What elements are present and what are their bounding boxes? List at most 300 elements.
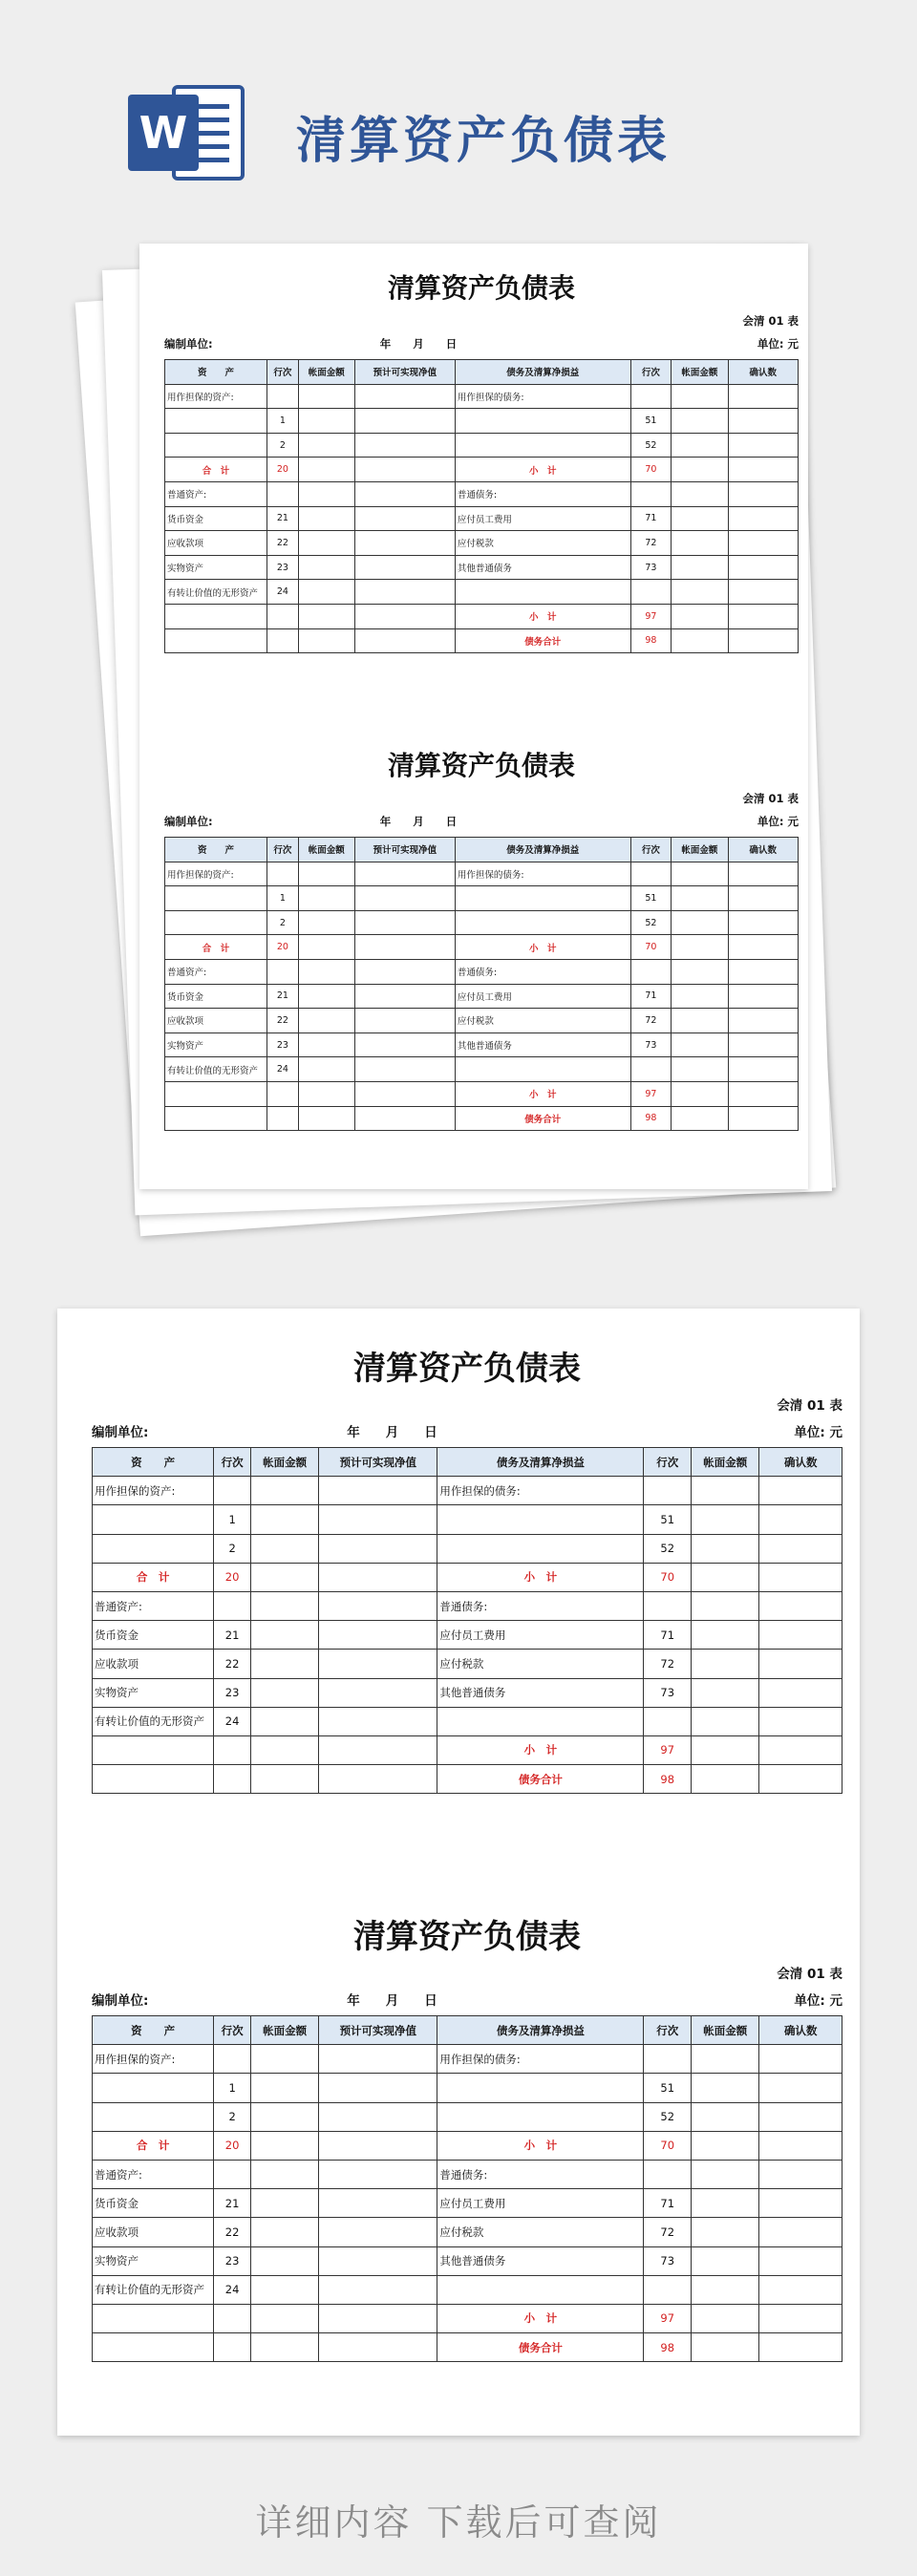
table-cell-aline: 23	[267, 555, 299, 580]
table-cell-liab: 小 计	[437, 2304, 644, 2332]
table-cell-empty	[298, 555, 354, 580]
form-info-row	[164, 336, 799, 351]
balance-sheet-form	[92, 1910, 842, 2361]
table-cell-empty	[319, 1621, 437, 1650]
table-cell-aline	[214, 1765, 251, 1794]
table-cell-aline: 20	[214, 1563, 251, 1591]
table-cell-asset: 有转让价值的无形资产	[93, 1707, 214, 1735]
table-cell-lline: 70	[644, 2131, 692, 2160]
table-cell-empty	[250, 1621, 318, 1650]
table-cell-empty	[250, 1650, 318, 1678]
column-header: 确认数	[759, 2016, 842, 2045]
table-cell-empty	[250, 2304, 318, 2332]
table-cell-liab: 用作担保的债务:	[455, 384, 630, 409]
column-header: 行次	[644, 1448, 692, 1477]
table-cell-empty	[759, 1563, 842, 1591]
table-cell-lline: 51	[644, 1505, 692, 1534]
table-row	[93, 2131, 842, 2160]
table-cell-liab: 小 计	[455, 935, 630, 960]
table-cell-empty	[319, 1477, 437, 1505]
table-cell-empty	[759, 1765, 842, 1794]
table-cell-empty	[692, 2189, 759, 2218]
table-cell-aline: 1	[267, 886, 299, 911]
table-cell-empty	[692, 1621, 759, 1650]
date-label: 年 月 日	[347, 1425, 437, 1440]
table-cell-liab: 小 计	[455, 458, 630, 482]
table-cell-empty	[759, 2102, 842, 2131]
table-cell-empty	[672, 604, 728, 628]
table-cell-liab: 应付税款	[455, 531, 630, 556]
column-header: 帐面金额	[692, 1448, 759, 1477]
form-code: 会清 01 表	[777, 1967, 842, 1982]
form-code: 会清 01 表	[742, 314, 799, 328]
table-cell-empty	[759, 1591, 842, 1620]
table-cell-liab: 普通债务:	[455, 481, 630, 506]
table-cell-lline: 71	[630, 984, 672, 1009]
table-row	[93, 2246, 842, 2275]
table-cell-lline	[630, 1057, 672, 1082]
table-row	[165, 604, 799, 628]
table-cell-empty	[728, 481, 799, 506]
table-row	[93, 2189, 842, 2218]
table-cell-asset: 实物资产	[93, 1678, 214, 1707]
table-cell-aline: 2	[214, 2102, 251, 2131]
table-cell-asset	[165, 886, 267, 911]
table-row	[165, 1009, 799, 1033]
table-cell-empty	[250, 2160, 318, 2188]
table-cell-aline	[267, 481, 299, 506]
table-cell-liab	[437, 1534, 644, 1563]
table-cell-empty	[298, 1033, 354, 1057]
table-cell-liab	[455, 433, 630, 458]
table-cell-empty	[672, 1033, 728, 1057]
table-cell-asset	[93, 2333, 214, 2362]
table-cell-empty	[759, 2304, 842, 2332]
table-cell-empty	[759, 1650, 842, 1678]
table-row	[165, 433, 799, 458]
table-cell-empty	[759, 1505, 842, 1534]
form-title: 清算资产负债表	[387, 272, 575, 304]
column-header: 帐面金额	[298, 838, 354, 862]
table-cell-empty	[728, 1009, 799, 1033]
table-cell-aline: 21	[214, 2189, 251, 2218]
balance-sheet-table	[164, 359, 799, 653]
table-cell-empty	[319, 1505, 437, 1534]
table-cell-empty	[728, 1033, 799, 1057]
table-cell-empty	[354, 984, 455, 1009]
table-cell-empty	[298, 628, 354, 653]
table-cell-empty	[759, 2189, 842, 2218]
table-cell-asset	[93, 2074, 214, 2102]
table-cell-asset	[165, 628, 267, 653]
table-cell-empty	[250, 2189, 318, 2218]
table-cell-lline	[630, 862, 672, 886]
table-cell-empty	[692, 2246, 759, 2275]
table-cell-aline: 24	[214, 2275, 251, 2304]
table-row	[93, 1505, 842, 1534]
table-row	[93, 1534, 842, 1563]
table-cell-lline: 70	[630, 935, 672, 960]
table-cell-liab: 用作担保的债务:	[437, 1477, 644, 1505]
table-cell-liab: 其他普通债务	[437, 2246, 644, 2275]
table-cell-lline: 51	[644, 2074, 692, 2102]
balance-sheet-table	[92, 2015, 842, 2362]
table-cell-asset	[165, 604, 267, 628]
form-code: 会清 01 表	[742, 792, 799, 805]
table-cell-empty	[672, 1057, 728, 1082]
table-cell-aline: 22	[214, 1650, 251, 1678]
table-cell-empty	[319, 2160, 437, 2188]
table-cell-empty	[692, 1678, 759, 1707]
table-cell-asset: 货币资金	[165, 984, 267, 1009]
table-cell-aline: 21	[267, 506, 299, 531]
table-cell-asset: 用作担保的资产:	[165, 384, 267, 409]
table-row	[165, 531, 799, 556]
table-cell-lline: 98	[630, 628, 672, 653]
table-cell-empty	[298, 604, 354, 628]
table-cell-empty	[354, 458, 455, 482]
table-cell-empty	[759, 1707, 842, 1735]
table-cell-lline: 98	[644, 2333, 692, 2362]
table-cell-empty	[759, 2074, 842, 2102]
table-cell-aline	[267, 628, 299, 653]
table-row	[165, 935, 799, 960]
table-row	[165, 1081, 799, 1106]
table-cell-empty	[692, 2160, 759, 2188]
table-cell-aline	[267, 1106, 299, 1131]
table-cell-liab: 普通债务:	[437, 2160, 644, 2188]
table-cell-empty	[759, 2275, 842, 2304]
table-cell-empty	[692, 1563, 759, 1591]
table-cell-lline: 98	[644, 1765, 692, 1794]
table-row	[93, 2045, 842, 2074]
table-cell-asset: 普通资产:	[93, 1591, 214, 1620]
column-header: 帐面金额	[250, 1448, 318, 1477]
table-cell-empty	[354, 409, 455, 434]
date-label: 年 月 日	[347, 1993, 437, 2009]
table-cell-liab: 应付员工费用	[437, 1621, 644, 1650]
table-cell-asset: 有转让价值的无形资产	[93, 2275, 214, 2304]
table-cell-empty	[728, 580, 799, 605]
table-cell-lline	[630, 481, 672, 506]
table-cell-empty	[298, 935, 354, 960]
table-cell-aline: 23	[214, 2246, 251, 2275]
table-cell-empty	[298, 886, 354, 911]
table-cell-asset: 有转让价值的无形资产	[165, 1057, 267, 1082]
table-cell-liab: 其他普通债务	[455, 555, 630, 580]
compiler-label: 编制单位:	[92, 1993, 149, 2009]
table-cell-empty	[298, 1081, 354, 1106]
table-row	[93, 1707, 842, 1735]
column-header: 帐面金额	[672, 360, 728, 385]
table-cell-liab: 其他普通债务	[437, 1678, 644, 1707]
column-header: 行次	[214, 2016, 251, 2045]
table-cell-empty	[672, 531, 728, 556]
table-cell-liab: 小 计	[437, 1735, 644, 1764]
table-cell-empty	[354, 1106, 455, 1131]
table-cell-empty	[672, 458, 728, 482]
table-cell-aline	[214, 2304, 251, 2332]
column-header: 帐面金额	[250, 2016, 318, 2045]
table-cell-empty	[354, 604, 455, 628]
table-cell-liab	[437, 2102, 644, 2131]
table-cell-empty	[728, 531, 799, 556]
table-cell-aline: 1	[267, 409, 299, 434]
table-cell-aline: 23	[267, 1033, 299, 1057]
table-cell-empty	[672, 433, 728, 458]
column-header: 确认数	[759, 1448, 842, 1477]
table-cell-empty	[319, 2102, 437, 2131]
table-row	[165, 862, 799, 886]
table-cell-empty	[298, 910, 354, 935]
table-cell-aline	[267, 1081, 299, 1106]
table-cell-empty	[692, 2218, 759, 2246]
table-cell-empty	[728, 433, 799, 458]
table-cell-lline: 71	[630, 506, 672, 531]
table-cell-asset: 有转让价值的无形资产	[165, 580, 267, 605]
table-cell-asset: 合 计	[165, 458, 267, 482]
table-cell-lline	[644, 1477, 692, 1505]
table-cell-aline: 2	[267, 910, 299, 935]
table-cell-empty	[692, 2304, 759, 2332]
table-cell-empty	[672, 1081, 728, 1106]
column-header: 帐面金额	[672, 838, 728, 862]
table-cell-aline: 24	[267, 1057, 299, 1082]
table-cell-empty	[354, 1081, 455, 1106]
table-cell-asset: 普通资产:	[93, 2160, 214, 2188]
table-cell-empty	[298, 409, 354, 434]
table-cell-aline	[214, 2045, 251, 2074]
table-cell-empty	[672, 1009, 728, 1033]
column-header: 债务及清算净损益	[437, 1448, 644, 1477]
table-cell-empty	[319, 2074, 437, 2102]
table-cell-liab: 其他普通债务	[455, 1033, 630, 1057]
table-row	[93, 1563, 842, 1591]
table-cell-empty	[728, 935, 799, 960]
table-cell-aline	[214, 1735, 251, 1764]
table-cell-empty	[759, 1534, 842, 1563]
table-cell-empty	[354, 481, 455, 506]
table-row	[165, 959, 799, 984]
table-cell-empty	[354, 959, 455, 984]
unit-label: 单位: 元	[794, 1993, 842, 2009]
table-cell-aline: 20	[214, 2131, 251, 2160]
table-cell-empty	[354, 384, 455, 409]
table-cell-lline: 72	[644, 2218, 692, 2246]
table-cell-aline: 24	[267, 580, 299, 605]
table-cell-empty	[298, 1106, 354, 1131]
table-row	[93, 1678, 842, 1707]
table-cell-asset: 实物资产	[165, 555, 267, 580]
balance-sheet-table	[164, 837, 799, 1131]
table-cell-liab: 普通债务:	[455, 959, 630, 984]
form-code: 会清 01 表	[777, 1398, 842, 1414]
table-cell-asset	[165, 1081, 267, 1106]
table-cell-empty	[692, 1650, 759, 1678]
table-cell-empty	[672, 1106, 728, 1131]
table-cell-empty	[672, 959, 728, 984]
table-cell-lline: 71	[644, 2189, 692, 2218]
table-cell-empty	[319, 1678, 437, 1707]
table-cell-liab: 债务合计	[455, 628, 630, 653]
table-cell-lline: 51	[630, 409, 672, 434]
table-cell-asset	[165, 433, 267, 458]
table-cell-empty	[728, 604, 799, 628]
table-cell-lline: 73	[644, 1678, 692, 1707]
table-cell-asset: 实物资产	[93, 2246, 214, 2275]
table-cell-empty	[298, 481, 354, 506]
table-cell-liab	[437, 2275, 644, 2304]
table-cell-lline: 72	[630, 531, 672, 556]
table-cell-liab: 应付税款	[437, 1650, 644, 1678]
table-cell-liab: 债务合计	[437, 1765, 644, 1794]
table-cell-lline: 98	[630, 1106, 672, 1131]
table-cell-empty	[759, 2246, 842, 2275]
table-cell-empty	[672, 409, 728, 434]
column-header: 确认数	[728, 838, 799, 862]
table-cell-empty	[728, 458, 799, 482]
table-row	[165, 1106, 799, 1131]
table-cell-empty	[672, 862, 728, 886]
table-cell-empty	[672, 628, 728, 653]
table-cell-asset: 用作担保的资产:	[165, 862, 267, 886]
table-cell-liab: 小 计	[455, 604, 630, 628]
table-cell-empty	[250, 1765, 318, 1794]
table-cell-lline	[644, 1591, 692, 1620]
compiler-label: 编制单位:	[92, 1425, 149, 1440]
table-cell-asset	[93, 1505, 214, 1534]
table-cell-empty	[728, 862, 799, 886]
column-header: 预计可实现净值	[354, 838, 455, 862]
table-cell-aline: 21	[267, 984, 299, 1009]
table-cell-empty	[250, 2275, 318, 2304]
column-header: 帐面金额	[298, 360, 354, 385]
svg-text:W: W	[139, 107, 188, 159]
table-cell-empty	[759, 2045, 842, 2074]
table-cell-empty	[319, 2275, 437, 2304]
table-cell-liab	[455, 409, 630, 434]
table-cell-empty	[319, 1650, 437, 1678]
table-cell-empty	[672, 384, 728, 409]
table-cell-empty	[354, 1033, 455, 1057]
table-cell-empty	[250, 1678, 318, 1707]
table-cell-liab	[437, 1707, 644, 1735]
table-cell-empty	[692, 2275, 759, 2304]
column-header: 确认数	[728, 360, 799, 385]
table-cell-liab	[455, 910, 630, 935]
table-cell-lline: 73	[630, 1033, 672, 1057]
compiler-label: 编制单位:	[164, 815, 213, 828]
table-cell-lline	[630, 580, 672, 605]
table-row	[165, 1057, 799, 1082]
table-cell-empty	[319, 1591, 437, 1620]
table-cell-lline	[630, 959, 672, 984]
table-cell-liab: 应付税款	[437, 2218, 644, 2246]
table-cell-empty	[672, 580, 728, 605]
table-cell-empty	[672, 506, 728, 531]
table-cell-empty	[728, 886, 799, 911]
table-cell-aline: 2	[214, 1534, 251, 1563]
table-cell-empty	[319, 1735, 437, 1764]
table-cell-empty	[728, 984, 799, 1009]
table-cell-lline: 70	[644, 1563, 692, 1591]
table-cell-empty	[250, 1735, 318, 1764]
table-cell-lline: 71	[644, 1621, 692, 1650]
table-cell-asset: 实物资产	[165, 1033, 267, 1057]
table-row	[93, 1735, 842, 1764]
table-cell-asset	[165, 910, 267, 935]
table-cell-liab: 小 计	[437, 1563, 644, 1591]
table-cell-empty	[319, 1563, 437, 1591]
table-cell-empty	[354, 433, 455, 458]
table-cell-asset	[93, 2102, 214, 2131]
table-cell-empty	[728, 409, 799, 434]
table-cell-aline	[214, 2333, 251, 2362]
table-row	[93, 2102, 842, 2131]
table-cell-asset: 应收款项	[93, 2218, 214, 2246]
table-cell-lline	[644, 2275, 692, 2304]
table-cell-empty	[250, 2131, 318, 2160]
table-cell-empty	[319, 1534, 437, 1563]
table-cell-liab: 应付员工费用	[455, 984, 630, 1009]
table-cell-empty	[298, 531, 354, 556]
header	[0, 0, 917, 191]
table-cell-asset: 普通资产:	[165, 959, 267, 984]
date-label: 年 月 日	[379, 337, 458, 351]
table-cell-empty	[354, 862, 455, 886]
table-row	[165, 458, 799, 482]
table-cell-aline	[214, 1591, 251, 1620]
table-cell-aline: 23	[214, 1678, 251, 1707]
table-cell-empty	[354, 628, 455, 653]
table-cell-empty	[250, 2074, 318, 2102]
table-cell-liab	[455, 580, 630, 605]
table-row	[165, 1033, 799, 1057]
table-cell-empty	[728, 1057, 799, 1082]
table-cell-empty	[319, 2246, 437, 2275]
table-cell-empty	[354, 886, 455, 911]
table-cell-empty	[319, 2189, 437, 2218]
table-cell-asset: 应收款项	[165, 531, 267, 556]
table-cell-empty	[250, 2246, 318, 2275]
table-row	[165, 384, 799, 409]
table-cell-empty	[692, 1477, 759, 1505]
table-cell-asset: 合 计	[93, 2131, 214, 2160]
table-row	[165, 886, 799, 911]
table-cell-lline	[630, 384, 672, 409]
table-cell-empty	[692, 2045, 759, 2074]
table-row	[93, 2304, 842, 2332]
table-cell-empty	[298, 433, 354, 458]
table-row	[93, 2275, 842, 2304]
table-cell-asset: 合 计	[165, 935, 267, 960]
table-cell-asset: 用作担保的资产:	[93, 2045, 214, 2074]
table-cell-empty	[319, 2304, 437, 2332]
balance-sheet-table	[92, 1447, 842, 1794]
unit-label: 单位: 元	[757, 815, 799, 828]
balance-sheet-form	[164, 267, 799, 652]
table-cell-empty	[354, 1057, 455, 1082]
table-row	[93, 1765, 842, 1794]
table-cell-empty	[250, 1534, 318, 1563]
table-row	[165, 555, 799, 580]
table-cell-lline: 73	[644, 2246, 692, 2275]
table-cell-empty	[250, 2102, 318, 2131]
table-row	[93, 1650, 842, 1678]
table-cell-empty	[298, 862, 354, 886]
compiler-label: 编制单位:	[164, 337, 213, 351]
table-cell-liab: 应付税款	[455, 1009, 630, 1033]
